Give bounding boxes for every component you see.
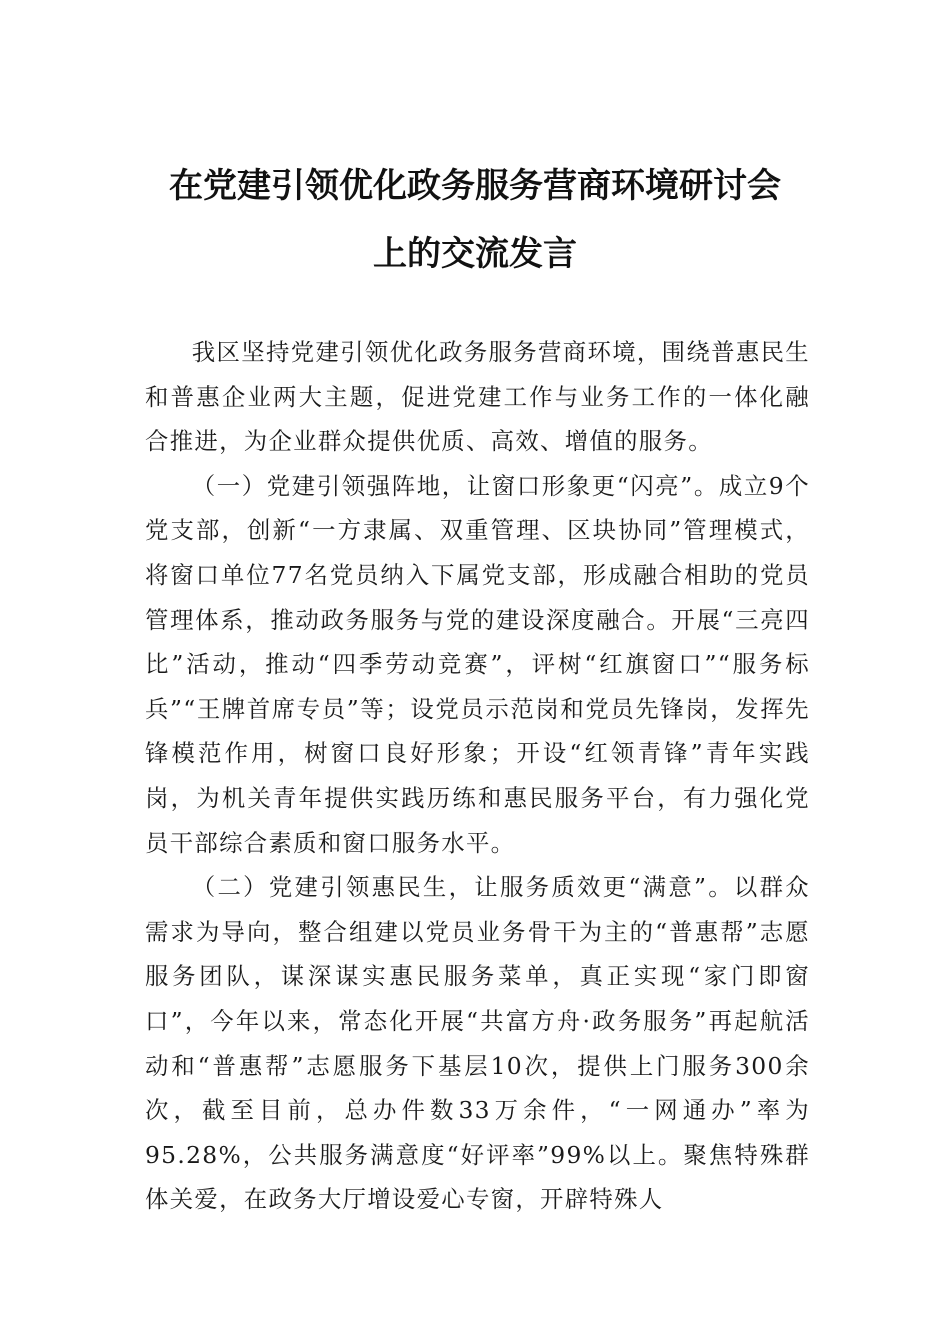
paragraph-intro: 我区坚持党建引领优化政务服务营商环境，围绕普惠民生和普惠企业两大主题，促进党建工作与业务工作的一体化融合推进，为企业群众提供优质、高效、增值的服务。 bbox=[145, 338, 810, 456]
paragraph-section-2: （二）党建引领惠民生，让服务质效更“满意”。以群众需求为导向，整合组建以党员业务骨干为主的“普惠帮”志愿服务团队，谋深谋实惠民服务菜单，真正实现“家门即窗口”，今年以来，常态化开展“共富方舟·政务服务”再起航活动和“普惠帮”志愿服务下基层10次，提供上门服务300余次，截至目前，总办件数33万余件，“一网通办”率为95.28%，公共服务满意度“好评率”99%以上。聚焦特殊群体关爱，在政务大厅增设爱心专窗，开辟特殊人 bbox=[145, 873, 810, 1214]
document-title-line-2: 上的交流发言 bbox=[373, 234, 577, 274]
paragraph-section-1: （一）党建引领强阵地，让窗口形象更“闪亮”。成立9个党支部，创新“一方隶属、双重管理、区块协同”管理模式，将窗口单位77名党员纳入下属党支部，形成融合相助的党员管理体系，推动政务服务与党的建设深度融合。开展“三亮四比”活动，推动“四季劳动竞赛”，评树“红旗窗口”“服务标兵”“王牌首席专员”等；设党员示范岗和党员先锋岗，发挥先锋模范作用，树窗口良好形象；开设“红领青锋”青年实践岗，为机关青年提供实践历练和惠民服务平台，有力强化党员干部综合素质和窗口服务水平。 bbox=[145, 471, 810, 857]
document-title-line-1: 在党建引领优化政务服务营商环境研讨会 bbox=[169, 166, 781, 206]
document-body bbox=[145, 330, 810, 1222]
